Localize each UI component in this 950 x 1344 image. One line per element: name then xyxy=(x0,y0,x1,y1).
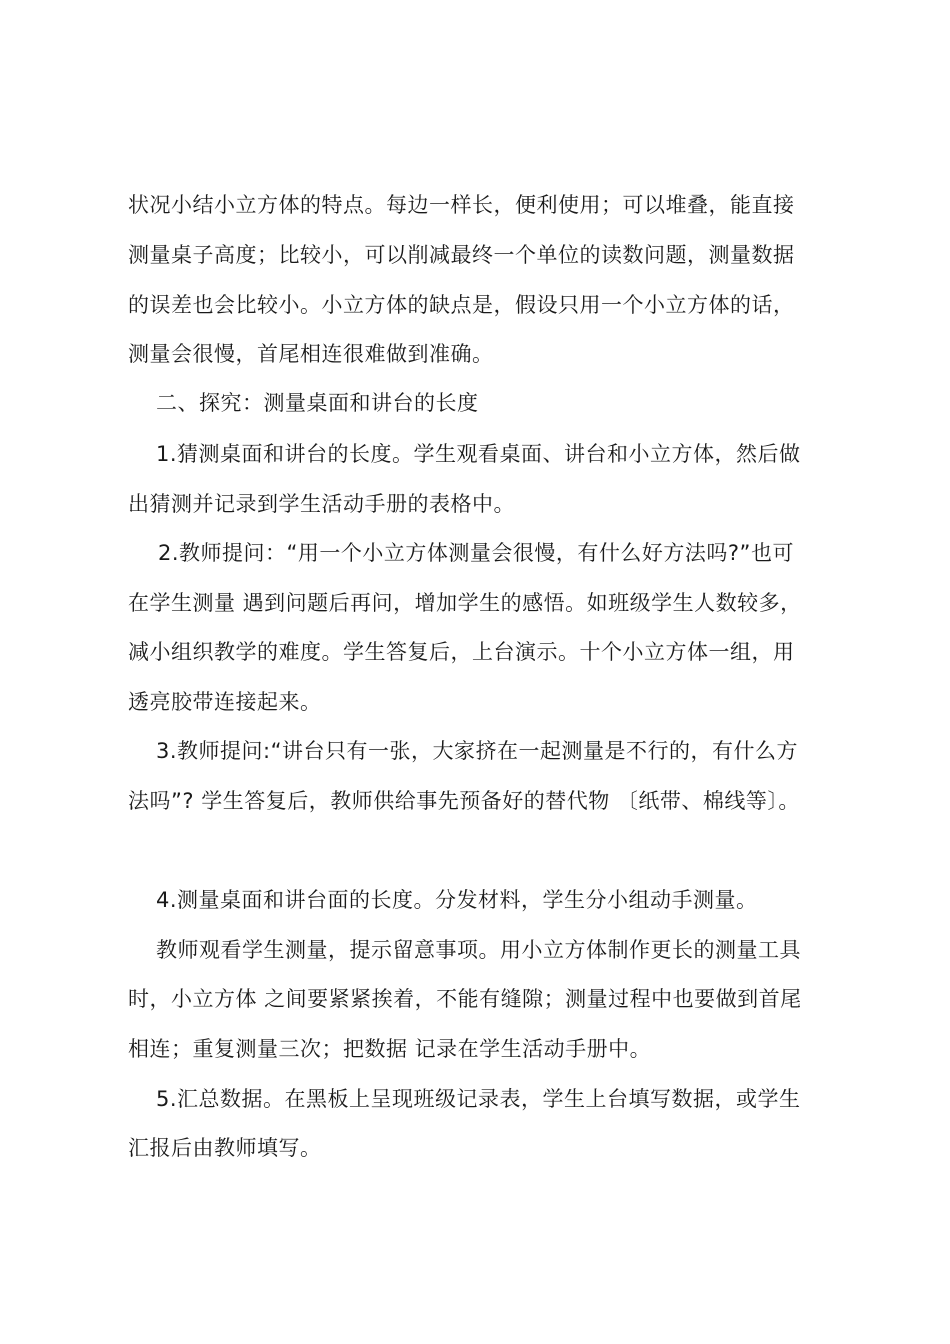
text-line: 相连；重复测量三次；把数据 记录在学生活动手册中。 xyxy=(128,1037,652,1061)
text-line: 出猜测并记录到学生活动手册的表格中。 xyxy=(128,492,515,516)
text-line: 汇报后由教师填写。 xyxy=(128,1136,322,1160)
text-line: 5.汇总数据。在黑板上呈现班级记录表，学生上台填写数据，或学生 xyxy=(156,1087,801,1111)
text-line: 透亮胶带连接起来。 xyxy=(128,690,322,714)
text-line: 法吗”? 学生答复后，教师供给事先预备好的替代物 〔纸带、棉线等〕。 xyxy=(128,789,800,813)
section-heading: 二、探究：测量桌面和讲台的长度 xyxy=(156,391,479,415)
text-line: 1.猜测桌面和讲台的长度。学生观看桌面、讲台和小立方体，然后做 xyxy=(156,442,801,466)
text-line: 3.教师提问:“讲台只有一张，大家挤在一起测量是不行的，有什么方 xyxy=(156,739,798,763)
text-line: 时，小立方体 之间要紧紧挨着，不能有缝隙；测量过程中也要做到首尾 xyxy=(128,987,802,1011)
text-line: 教师观看学生测量，提示留意事项。用小立方体制作更长的测量工具 xyxy=(156,938,801,962)
text-line: 测量会很慢，首尾相连很难做到准确。 xyxy=(128,342,494,366)
text-line: 的误差也会比较小。小立方体的缺点是，假设只用一个小立方体的话， xyxy=(128,293,795,317)
text-line: 2.教师提问：“用一个小立方体测量会很慢，有什么好方法吗?”也可 xyxy=(158,541,794,565)
text-line: 测量桌子高度；比较小，可以削减最终一个单位的读数问题，测量数据 xyxy=(128,243,795,267)
text-line: 在学生测量 遇到问题后再问，增加学生的感悟。如班级学生人数较多， xyxy=(128,591,802,615)
text-line: 状况小结小立方体的特点。每边一样长，便利使用；可以堆叠，能直接 xyxy=(128,193,795,217)
text-line: 减小组织教学的难度。学生答复后，上台演示。十个小立方体一组，用 xyxy=(128,640,795,664)
text-line: 4.测量桌面和讲台面的长度。分发材料，学生分小组动手测量。 xyxy=(156,888,758,912)
